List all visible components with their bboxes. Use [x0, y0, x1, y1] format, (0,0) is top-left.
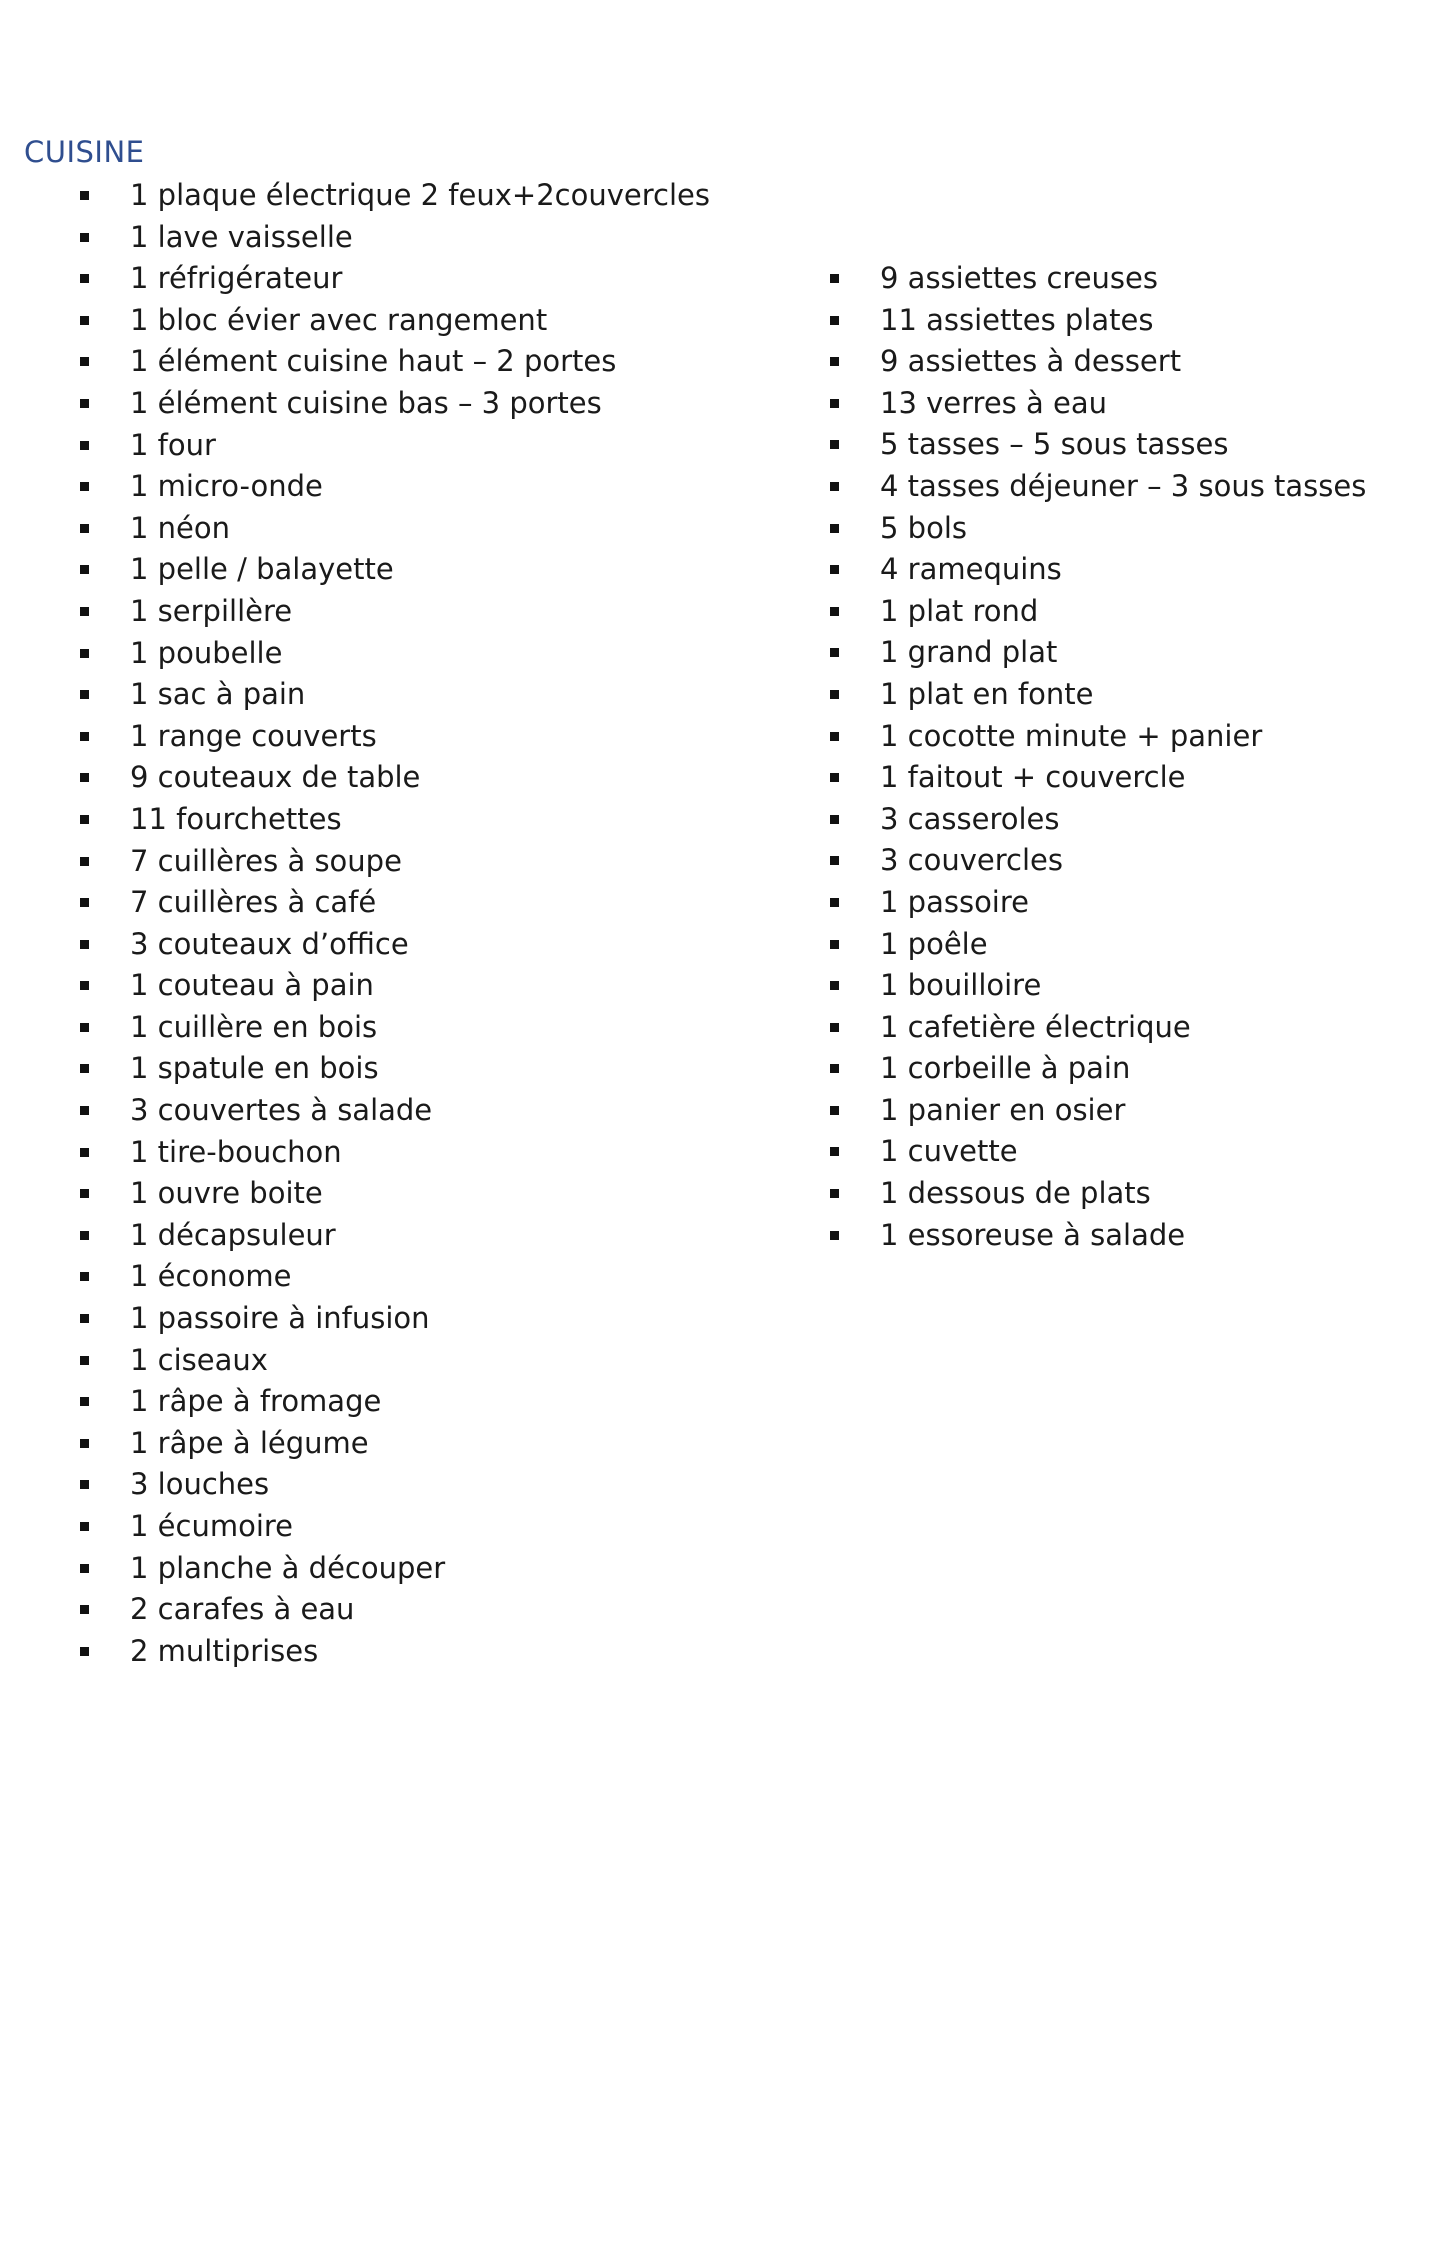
list-item — [828, 591, 1366, 633]
square-bullet-icon — [80, 1106, 89, 1115]
list-item-text: 1 pelle / balayette — [130, 552, 394, 587]
list-item-text: 1 serpillère — [130, 593, 293, 628]
square-bullet-icon — [80, 649, 89, 658]
list-item — [78, 175, 710, 217]
list-item — [78, 300, 710, 342]
list-item-text: 1 planche à découper — [130, 1550, 446, 1585]
square-bullet-icon — [830, 648, 839, 657]
list-item-text: 1 panier en osier — [880, 1092, 1126, 1127]
list-item — [828, 300, 1366, 342]
square-bullet-icon — [830, 1231, 839, 1240]
list-item — [78, 1340, 710, 1382]
square-bullet-icon — [80, 690, 89, 699]
list-item-text: 1 élément cuisine bas – 3 portes — [130, 385, 602, 420]
list-item — [828, 1173, 1366, 1215]
square-bullet-icon — [830, 940, 839, 949]
list-item-text: 2 multiprises — [130, 1633, 319, 1668]
list-item — [78, 508, 710, 550]
list-item-text: 13 verres à eau — [880, 385, 1107, 420]
square-bullet-icon — [80, 1397, 89, 1406]
square-bullet-icon — [830, 815, 839, 824]
list-item — [78, 1381, 710, 1423]
list-item — [78, 716, 710, 758]
list-item — [78, 882, 710, 924]
list-item-text: 1 ciseaux — [130, 1342, 268, 1377]
square-bullet-icon — [830, 732, 839, 741]
list-item-text: 3 couvercles — [880, 843, 1063, 878]
list-item-text: 1 élément cuisine haut – 2 portes — [130, 344, 617, 379]
list-item — [828, 674, 1366, 716]
list-item-text: 1 grand plat — [880, 635, 1058, 670]
square-bullet-icon — [80, 1231, 89, 1240]
section-title: CUISINE — [24, 135, 145, 169]
list-item-text: 1 râpe à légume — [130, 1425, 369, 1460]
list-item-text: 1 décapsuleur — [130, 1217, 336, 1252]
square-bullet-icon — [80, 441, 89, 450]
list-item-text: 1 faitout + couvercle — [880, 760, 1186, 795]
list-item — [828, 882, 1366, 924]
list-item-text: 1 plat en fonte — [880, 676, 1094, 711]
list-item-text: 1 plat rond — [880, 593, 1039, 628]
list-item-text: 7 cuillères à soupe — [130, 843, 402, 878]
square-bullet-icon — [80, 981, 89, 990]
square-bullet-icon — [830, 1147, 839, 1156]
list-item — [78, 757, 710, 799]
list-item — [78, 341, 710, 383]
list-item-text: 1 bouilloire — [880, 968, 1042, 1003]
square-bullet-icon — [80, 482, 89, 491]
list-item — [828, 632, 1366, 674]
square-bullet-icon — [830, 898, 839, 907]
square-bullet-icon — [80, 1023, 89, 1032]
list-item — [828, 799, 1366, 841]
list-item — [78, 258, 710, 300]
list-item — [78, 1506, 710, 1548]
square-bullet-icon — [80, 1605, 89, 1614]
square-bullet-icon — [80, 815, 89, 824]
list-item-text: 1 corbeille à pain — [880, 1051, 1131, 1086]
list-item-text: 11 fourchettes — [130, 801, 342, 836]
list-item — [78, 591, 710, 633]
list-item — [78, 1298, 710, 1340]
list-item-text: 1 cocotte minute + panier — [880, 718, 1263, 753]
square-bullet-icon — [80, 898, 89, 907]
list-item — [78, 1548, 710, 1590]
list-item-text: 1 économe — [130, 1259, 292, 1294]
list-item — [828, 1215, 1366, 1257]
list-item-text: 4 ramequins — [880, 552, 1062, 587]
list-item-text: 3 couvertes à salade — [130, 1093, 433, 1128]
list-item-text: 9 assiettes creuses — [880, 261, 1158, 295]
list-item — [828, 466, 1366, 508]
list-item-text: 7 cuillères à café — [130, 885, 377, 920]
list-item-text: 9 couteaux de table — [130, 760, 421, 795]
list-item-text: 1 écumoire — [130, 1509, 294, 1543]
list-item — [828, 258, 1366, 300]
list-item-text: 1 cafetière électrique — [880, 1009, 1191, 1044]
square-bullet-icon — [80, 399, 89, 408]
inventory-list-left — [78, 175, 710, 1672]
list-item-text: 1 poêle — [880, 926, 988, 961]
list-item-text: 1 spatule en bois — [130, 1051, 379, 1086]
square-bullet-icon — [80, 524, 89, 533]
list-item — [78, 1173, 710, 1215]
square-bullet-icon — [80, 1064, 89, 1073]
square-bullet-icon — [80, 940, 89, 949]
list-item-text: 1 four — [130, 427, 216, 462]
square-bullet-icon — [80, 1148, 89, 1157]
square-bullet-icon — [830, 440, 839, 449]
square-bullet-icon — [80, 773, 89, 782]
list-item-text: 1 râpe à fromage — [130, 1384, 382, 1419]
square-bullet-icon — [830, 274, 839, 283]
square-bullet-icon — [830, 1106, 839, 1115]
inventory-list-right — [828, 258, 1366, 1256]
list-item-text: 5 tasses – 5 sous tasses — [880, 427, 1229, 462]
square-bullet-icon — [80, 1439, 89, 1448]
list-item — [828, 508, 1366, 550]
list-item-text: 1 bloc évier avec rangement — [130, 302, 548, 337]
list-item-text: 1 sac à pain — [130, 677, 306, 712]
square-bullet-icon — [80, 1564, 89, 1573]
list-item — [828, 1090, 1366, 1132]
list-item — [78, 1090, 710, 1132]
list-item-text: 1 lave vaisselle — [130, 219, 353, 254]
list-item — [78, 633, 710, 675]
square-bullet-icon — [80, 316, 89, 325]
list-item — [78, 965, 710, 1007]
list-item-text: 1 essoreuse à salade — [880, 1217, 1186, 1252]
list-item — [78, 217, 710, 259]
list-item — [828, 1131, 1366, 1173]
square-bullet-icon — [80, 357, 89, 366]
square-bullet-icon — [830, 856, 839, 865]
list-item — [78, 1007, 710, 1049]
list-item — [78, 1423, 710, 1465]
list-item — [828, 341, 1366, 383]
list-item-text: 1 plaque électrique 2 feux+2couvercles — [130, 178, 710, 212]
list-item — [828, 965, 1366, 1007]
list-item — [78, 466, 710, 508]
list-item-text: 1 micro-onde — [130, 469, 323, 504]
square-bullet-icon — [830, 981, 839, 990]
list-item-text: 3 casseroles — [880, 801, 1060, 836]
square-bullet-icon — [80, 1356, 89, 1365]
list-item — [78, 1589, 710, 1631]
list-item — [78, 799, 710, 841]
list-item — [78, 1464, 710, 1506]
list-item-text: 1 tire-bouchon — [130, 1134, 342, 1169]
list-item — [828, 1048, 1366, 1090]
list-item — [78, 674, 710, 716]
list-item-text: 9 assiettes à dessert — [880, 344, 1182, 379]
square-bullet-icon — [830, 357, 839, 366]
list-item-text: 2 carafes à eau — [130, 1592, 355, 1627]
list-item — [78, 841, 710, 883]
square-bullet-icon — [830, 524, 839, 533]
list-item-text: 1 poubelle — [130, 635, 283, 670]
list-item-text: 3 louches — [130, 1467, 270, 1502]
list-item-text: 4 tasses déjeuner – 3 sous tasses — [880, 468, 1367, 503]
square-bullet-icon — [80, 1480, 89, 1489]
square-bullet-icon — [80, 1522, 89, 1531]
square-bullet-icon — [830, 1189, 839, 1198]
square-bullet-icon — [80, 191, 89, 200]
list-item-text: 1 cuvette — [880, 1134, 1018, 1169]
square-bullet-icon — [830, 482, 839, 491]
square-bullet-icon — [830, 607, 839, 616]
square-bullet-icon — [80, 607, 89, 616]
list-item-text: 3 couteaux d’office — [130, 926, 409, 961]
list-item-text: 1 range couverts — [130, 718, 377, 753]
list-item-text: 1 dessous de plats — [880, 1176, 1151, 1211]
square-bullet-icon — [830, 565, 839, 574]
list-item — [78, 1132, 710, 1174]
square-bullet-icon — [80, 233, 89, 242]
square-bullet-icon — [80, 732, 89, 741]
square-bullet-icon — [80, 1314, 89, 1323]
square-bullet-icon — [830, 316, 839, 325]
list-item — [78, 425, 710, 467]
square-bullet-icon — [830, 1064, 839, 1073]
square-bullet-icon — [830, 1023, 839, 1032]
list-item-text: 1 réfrigérateur — [130, 261, 343, 296]
list-item — [828, 424, 1366, 466]
list-item — [828, 924, 1366, 966]
list-item — [78, 924, 710, 966]
square-bullet-icon — [80, 565, 89, 574]
square-bullet-icon — [830, 690, 839, 699]
list-item-text: 1 ouvre boite — [130, 1176, 323, 1211]
list-item — [78, 383, 710, 425]
square-bullet-icon — [80, 1189, 89, 1198]
list-item — [828, 1007, 1366, 1049]
list-item — [78, 549, 710, 591]
list-item-text: 1 passoire à infusion — [130, 1301, 430, 1336]
square-bullet-icon — [830, 399, 839, 408]
list-item — [78, 1048, 710, 1090]
list-item-text: 1 couteau à pain — [130, 968, 374, 1003]
list-item — [828, 757, 1366, 799]
list-item — [78, 1215, 710, 1257]
list-item-text: 5 bols — [880, 510, 967, 545]
square-bullet-icon — [80, 274, 89, 283]
list-item — [828, 549, 1366, 591]
square-bullet-icon — [830, 773, 839, 782]
square-bullet-icon — [80, 857, 89, 866]
square-bullet-icon — [80, 1647, 89, 1656]
list-item — [78, 1631, 710, 1673]
square-bullet-icon — [80, 1272, 89, 1281]
list-item-text: 11 assiettes plates — [880, 302, 1154, 337]
list-item-text: 1 cuillère en bois — [130, 1009, 378, 1044]
list-item-text: 1 passoire — [880, 884, 1029, 919]
list-item — [828, 840, 1366, 882]
list-item — [828, 716, 1366, 758]
list-item-text: 1 néon — [130, 510, 231, 545]
list-item — [828, 383, 1366, 425]
list-item — [78, 1256, 710, 1298]
